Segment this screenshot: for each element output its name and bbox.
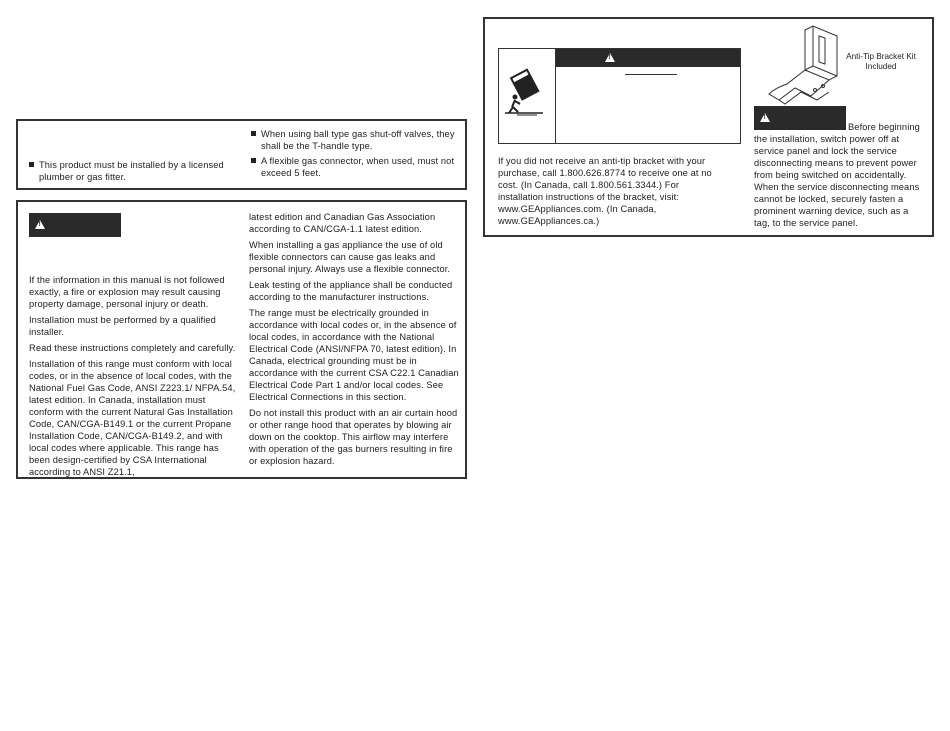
gas-notes-left-column xyxy=(29,159,234,186)
ball-valve-note: When using ball type gas shut-off valves, they shall be the T-handle type. xyxy=(251,128,456,152)
service-panel-warning-text: Before beginning the installation, switch power off at service panel and lock the service disconnecting means to prevent power from being switched on accidentally. When the service disconnecting means cannot be locked, securely fasten a prominent warning device, such as a tag, to the service panel. xyxy=(754,122,920,228)
sign-heading-rule xyxy=(625,74,677,75)
old-connectors-paragraph: When installing a gas appliance the use of old flexible connectors can cause gas leaks and personal injury. Always use a flexible connector. xyxy=(249,240,451,274)
qualified-installer-paragraph: Installation must be performed by a qualified installer. xyxy=(29,315,216,337)
grounding-paragraph: The range must be electrically grounded in accordance with local codes or, in the absence of local codes, in accordance with the National Electrical Code (ANSI/NFPA 70, latest edition). In Canada, electrical grounding must be in accordance with the current CSA C22.1 Canadian Electrical Code Part 1 and/or local codes. See Electrical Connections in this section. xyxy=(249,308,459,402)
tip-over-warning-sign xyxy=(498,48,741,144)
gas-notes-box xyxy=(16,119,467,190)
warning-triangle-icon xyxy=(605,53,615,62)
anti-tip-box xyxy=(483,17,934,237)
read-instructions-paragraph: Read these instructions completely and carefully. xyxy=(29,343,236,353)
flexible-connector-note: A flexible gas connector, when used, must not exceed 5 feet. xyxy=(251,155,456,179)
fire-warning-box xyxy=(16,200,467,479)
leak-testing-paragraph: Leak testing of the appliance shall be conducted according to the manufacturer instructions. xyxy=(249,280,453,302)
codes-paragraph: Installation of this range must conform with local codes, or in the absence of local codes, with the National Fuel Gas Code, ANSI Z223.1/ NFPA.54, latest edition. In Canada, installation must conform with the current Natural Gas Installation Code, CAN/CGA-B149.1 or the current Propane Installation Code, CAN/CGA-B149.2, and with local codes where applicable. This range has been design-certified by CSA International according to ANSI Z21.1, xyxy=(29,359,236,477)
warning-triangle-icon xyxy=(35,220,45,229)
tip-over-pictogram xyxy=(503,63,549,119)
fire-warning-right-column xyxy=(249,211,459,471)
kit-included-label: Anti-Tip Bracket Kit Included xyxy=(846,52,916,71)
csa-continuation-paragraph: latest edition and Canadian Gas Association according to CAN/CGA-1.1 latest edition. xyxy=(249,212,436,234)
fire-explosion-paragraph: If the information in this manual is not followed exactly, a fire or explosion may result causing property damage, personal injury or death. xyxy=(29,275,225,309)
sign-warning-header xyxy=(556,49,740,67)
gas-notes-right-column xyxy=(251,128,456,182)
licensed-plumber-note: This product must be installed by a licensed plumber or gas fitter. xyxy=(29,159,234,183)
fire-warning-left-column xyxy=(29,274,239,482)
air-curtain-paragraph: Do not install this product with an air curtain hood or other range hood that operates by blowing air down on the cooktop. This airflow may interfere with operation of the gas burners resulting in fire or explosion hazard. xyxy=(249,408,458,466)
anti-tip-contact-text: If you did not receive an anti-tip bracket with your purchase, call 1.800.626.8774 to receive one at no cost. (In Canada, call 1.800.561.3344.) For installation instructions of the bracket, visit: www.GEAppliances.com. (In Canada, www.GEAppliances.ca.) xyxy=(498,156,712,226)
warning-label xyxy=(29,213,121,237)
range-tipping-icon xyxy=(503,63,549,119)
